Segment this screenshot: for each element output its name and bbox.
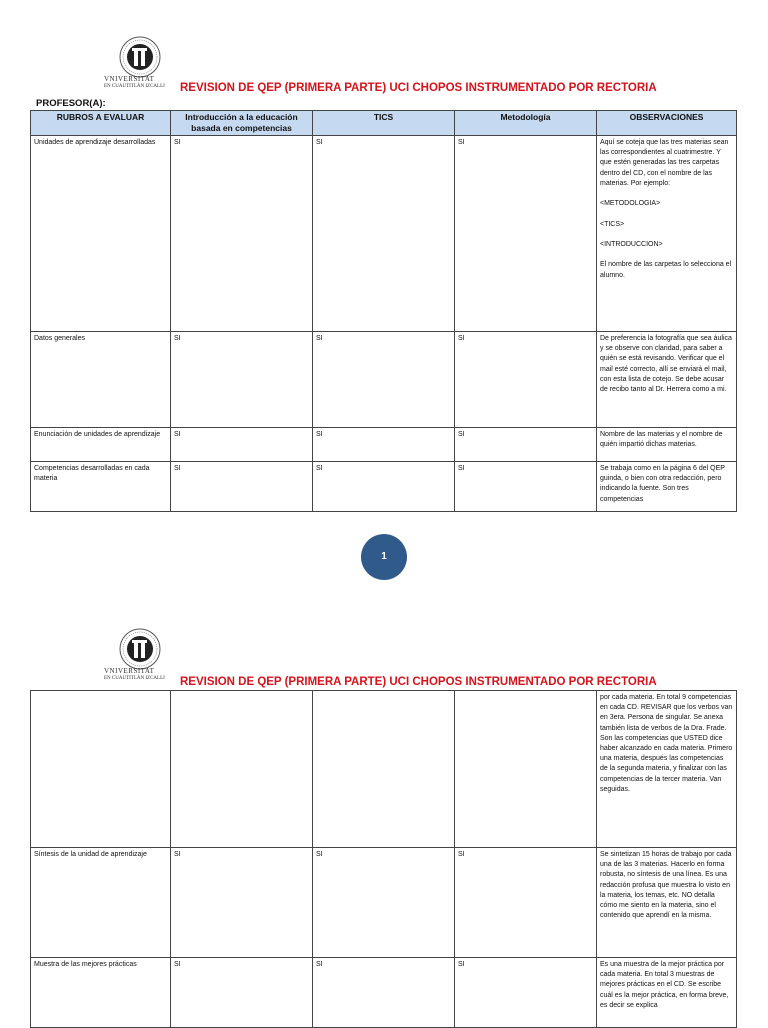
cell-observaciones: De preferencia la fotografía que sea áulica y se observe con claridad, para saber a quién se está revisando. Verificar que el mail esté correcto, allí se enviará el mail, con esta lista de cotejo. Se debe acusar de recibo tanto al Dr. Herrera como a mi.: [597, 332, 737, 428]
cell-metodologia: SI: [455, 136, 597, 332]
cell-observaciones: Aquí se coteja que las tres materias sean las correspondientes al cuatrimestre. Y que estén generadas las tres carpetas dentro del CD, con el nombre de las materias. Por ejemplo: <METODOLOGIA> <TICS> <INTRODUCCION> El nombre de las carpetas lo selecciona el alumno.: [597, 136, 737, 332]
university-seal-icon: [104, 628, 176, 670]
cell-intro: SI: [171, 848, 313, 958]
table-row: [31, 462, 737, 512]
cell-tics: SI: [313, 428, 455, 462]
cell-tics: SI: [313, 848, 455, 958]
header-tics: TICS: [313, 111, 455, 136]
cell-intro: SI: [171, 462, 313, 512]
cell-intro: [171, 691, 313, 848]
page-title: REVISION DE QEP (PRIMERA PARTE) UCI CHOPOS INSTRUMENTADO POR RECTORIA: [180, 82, 657, 94]
table-row: [31, 332, 737, 428]
cell-metodologia: SI: [455, 332, 597, 428]
cell-intro: SI: [171, 136, 313, 332]
table-row: [31, 691, 737, 848]
cell-intro: SI: [171, 332, 313, 428]
cell-rubro: Síntesis de la unidad de aprendizaje: [31, 848, 171, 958]
cell-observaciones: Es una muestra de la mejor práctica por cada materia. En total 3 muestras de mejores prácticas en el CD. Se escribe cuál es la mejor práctica, en forma breve, es decir se explica: [597, 958, 737, 1028]
profesor-label: PROFESOR(A):: [36, 98, 106, 109]
table-row: [31, 958, 737, 1028]
cell-rubro: Unidades de aprendizaje desarrolladas: [31, 136, 171, 332]
cell-tics: SI: [313, 958, 455, 1028]
page-title: REVISION DE QEP (PRIMERA PARTE) UCI CHOPOS INSTRUMENTADO POR RECTORIA: [180, 676, 657, 688]
cell-tics: SI: [313, 136, 455, 332]
cell-rubro: [31, 691, 171, 848]
cell-tics: SI: [313, 462, 455, 512]
cell-observaciones: Nombre de las materias y el nombre de quién impartió dichas materias.: [597, 428, 737, 462]
cell-observaciones: Se trabaja como en la página 6 del QEP guinda, o bien con otra redacción, pero indicando la fuente. Son tres competencias: [597, 462, 737, 512]
header-metodologia: Metodología: [455, 111, 597, 136]
cell-intro: SI: [171, 428, 313, 462]
evaluation-table-continued: [30, 690, 737, 1028]
cell-rubro: Enunciación de unidades de aprendizaje: [31, 428, 171, 462]
header-observaciones: OBSERVACIONES: [597, 111, 737, 136]
header-introduccion: Introducción a la educación basada en competencias: [171, 111, 313, 136]
table-header-row: [31, 111, 737, 136]
university-logo: [104, 628, 176, 686]
cell-tics: SI: [313, 332, 455, 428]
cell-rubro: Datos generales: [31, 332, 171, 428]
logo-text: VNIVERSITAT EN CUAUTITLÁN IZCALLI: [104, 75, 165, 89]
cell-observaciones: Se sintetizan 15 horas de trabajo por cada una de las 3 materias. Hacerlo en forma robusta, no síntesis de una línea. Es una redacción profusa que muestra lo visto en la materia, los temas, etc. NO detalla cómo me siento en la materia, sino el contenido que aprendí en la misma.: [597, 848, 737, 958]
table-row: [31, 428, 737, 462]
logo-text: VNIVERSITAT EN CUAUTITLÁN IZCALLI: [104, 667, 165, 681]
header-rubros: RUBROS A EVALUAR: [31, 111, 171, 136]
cell-metodologia: SI: [455, 462, 597, 512]
table-row: [31, 136, 737, 332]
cell-metodologia: SI: [455, 428, 597, 462]
university-logo: [104, 36, 176, 94]
cell-metodologia: [455, 691, 597, 848]
cell-rubro: Muestra de las mejores prácticas: [31, 958, 171, 1028]
university-seal-icon: [104, 36, 176, 78]
cell-observaciones: por cada materia. En total 9 competencias en cada CD. REVISAR que los verbos van en 3era. Persona de singular. Se anexa también lista de verbos de la Dra. Frade. Son las competencias que USTED dice haber alcanzado en cada materia. Primero una materia, después las competencias de la segunda materia, y finalizar con las competencias de la tercer materia. Van seguidas.: [597, 691, 737, 848]
cell-intro: SI: [171, 958, 313, 1028]
table-row: [31, 848, 737, 958]
cell-metodologia: SI: [455, 848, 597, 958]
cell-metodologia: SI: [455, 958, 597, 1028]
cell-rubro: Competencias desarrolladas en cada materia: [31, 462, 171, 512]
evaluation-table: [30, 110, 737, 512]
page-number-badge: 1: [361, 534, 407, 580]
cell-tics: [313, 691, 455, 848]
